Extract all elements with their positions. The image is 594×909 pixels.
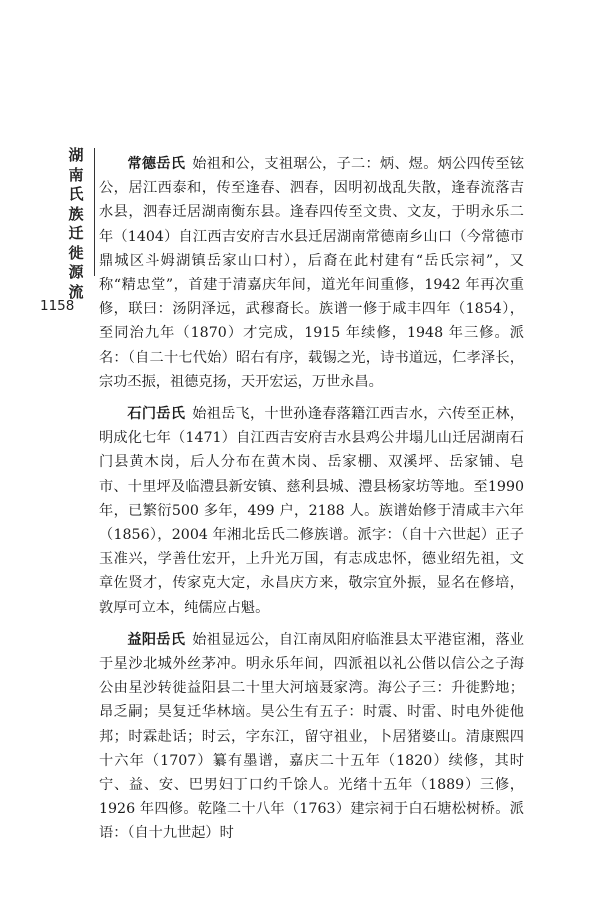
page-number: 1158 (40, 298, 75, 314)
running-head-title: 湖南氏族迁徙源流 (68, 146, 84, 301)
clan-heading: 常德岳氏 (127, 156, 186, 172)
clan-entry-yiyang (99, 628, 524, 846)
clan-entry-text: 始祖和公，支祖琚公，子二：炳、煜。炳公四传至铉公，居江西泰和，传至逢春、泗春，因明初战乱失散，逢春流落吉水县，泗春迁居湖南衡东县。逢春四传至文贵、文友，于明永乐二年（1404）自江西吉安府吉水县迁居湖南常德南乡山口（今常德市鼎城区斗姆湖镇岳家山口村），后裔在此村建有“岳氏宗祠”，又称“精忠堂”，首建于清嘉庆年间，道光年间重修，1942 年再次重修，联曰：汤阴泽远，武穆裔长。族谱一修于咸丰四年（1854），至同治九年（1870）才完成，1915 年续修，1948 年三修。派名：（自二十七代始）昭右有序，载锡之光，诗书道远，仁孝泽长，宗功丕振，祖德克扬，天开宏运，万世永昌。 (99, 156, 524, 390)
page-body (99, 152, 524, 846)
clan-heading: 益阳岳氏 (127, 631, 186, 648)
clan-heading: 石门岳氏 (127, 406, 186, 423)
running-head-rule (94, 148, 95, 276)
clan-entry-text: 始祖岳飞，十世孙逢春落籍江西吉水，六传至正林，明成化七年（1471）自江西吉安府吉水县鸡公井塌儿山迁居湖南石门县黄木岗，后人分布在黄木岗、岳家棚、双溪坪、岳家铺、皂市、十里坪及临澧县新安镇、慈利县城、澧县杨家坊等地。至1990 年，已繁衍500 多年，499 户，2188 人。族谱始修于清咸丰六年（1856），2004 年湘北岳氏二修族谱。派字：（自十六世起）正子玉准兴，学善仕宏开，上升光万国，有志成忠怀，德业绍先祖，文章佐贤才，传家克大定，永昌庆方来，敬宗宜外振，显名在修培，敦厚可立本，纯儒应占魁。 (99, 406, 524, 616)
clan-entry-changde (99, 152, 524, 394)
clan-entry-text: 始祖显远公，自江南凤阳府临淮县太平港宦湘，落业于星沙北城外丝茅冲。明永乐年间，四派祖以礼公偕以信公之子海公由星沙转徙益阳县二十里大河垴聂家湾。海公子三：升徙黔地；昂乏嗣；昊复迁华林垴。昊公生有五子：时震、时雷、时电外徙他邦；时霖赴话；时云，字东江，留守祖业，卜居猪婆山。清康熙四十六年（1707）纂有墨谱，嘉庆二十五年（1820）续修，其时宁、益、安、巴男妇丁口约千馀人。光绪十五年（1889）三修，1926 年四修。乾隆二十八年（1763）建宗祠于白石塘松树桥。派语：（自十九世起）时 (99, 631, 524, 842)
clan-entry-shimen (99, 402, 524, 620)
